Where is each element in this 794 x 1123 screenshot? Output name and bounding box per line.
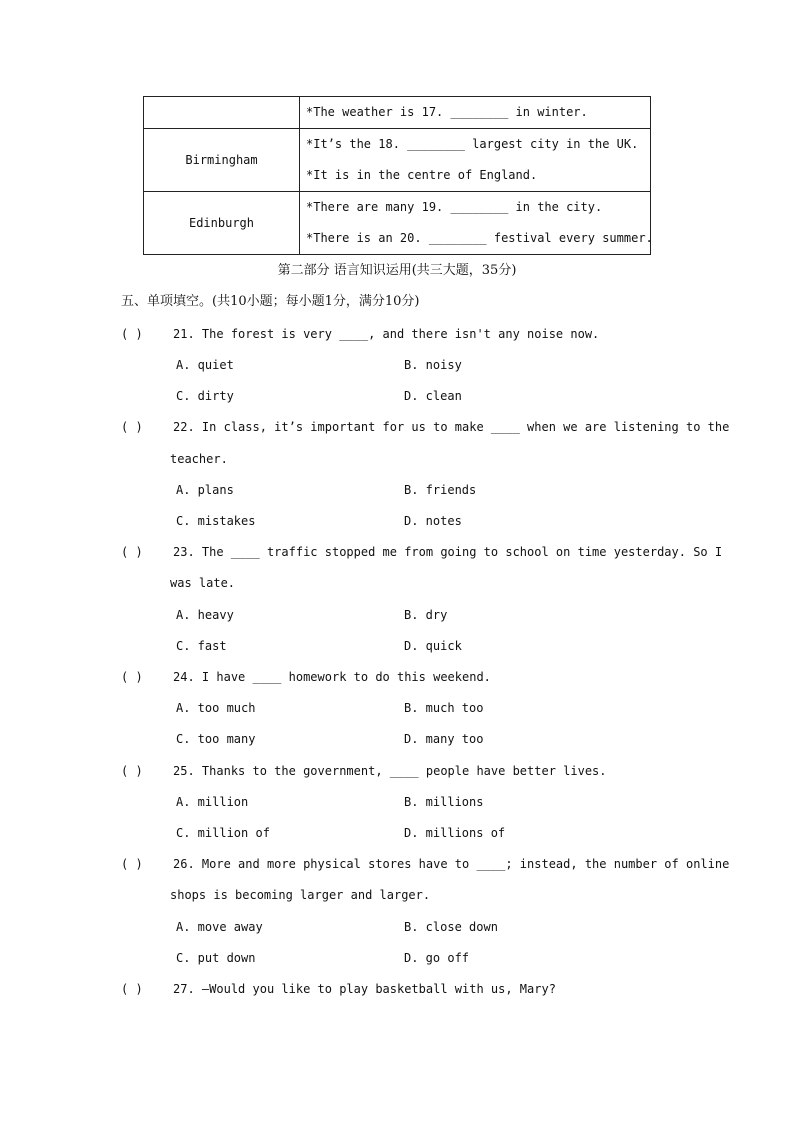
option-d: D. go off bbox=[404, 951, 470, 965]
city-cell: Edinburgh bbox=[144, 192, 300, 255]
option-a: A. plans bbox=[176, 483, 234, 497]
option-b: B. close down bbox=[404, 920, 498, 934]
answer-blank[interactable]: ( ) bbox=[121, 857, 143, 871]
info-line: *The weather is 17. ________ in winter. bbox=[306, 105, 588, 119]
option-d: D. notes bbox=[404, 514, 462, 528]
info-cell bbox=[300, 192, 651, 255]
question-27 bbox=[121, 979, 556, 999]
info-line: *There is an 20. ________ festival every summer. bbox=[306, 231, 653, 245]
question-number: 27. bbox=[173, 982, 195, 996]
option-d: D. quick bbox=[404, 639, 462, 653]
question-number: 25. bbox=[173, 764, 195, 778]
question-text-cont: was late. bbox=[170, 576, 236, 590]
answer-blank[interactable]: ( ) bbox=[121, 545, 143, 559]
question-24 bbox=[121, 667, 491, 687]
table-row bbox=[144, 97, 651, 129]
answer-blank[interactable]: ( ) bbox=[121, 670, 143, 684]
question-number: 26. bbox=[173, 857, 195, 871]
table-row bbox=[144, 192, 651, 255]
question-text: More and more physical stores have to ____; instead, the number of online bbox=[201, 857, 730, 871]
question-text: I have ____ homework to do this weekend. bbox=[201, 670, 491, 684]
option-d: D. millions of bbox=[404, 826, 506, 840]
option-c: C. fast bbox=[176, 639, 227, 653]
question-number: 22. bbox=[173, 420, 195, 434]
option-d: D. many too bbox=[404, 732, 484, 746]
option-c: C. put down bbox=[176, 951, 256, 965]
info-cell bbox=[300, 129, 651, 192]
section-title: 五、单项填空。(共10小题；每小题1分，满分10分) bbox=[121, 294, 420, 309]
table-row bbox=[144, 129, 651, 192]
question-text: The forest is very ____, and there isn't any noise now. bbox=[201, 327, 600, 341]
question-text-cont: teacher. bbox=[170, 452, 228, 466]
question-number: 24. bbox=[173, 670, 195, 684]
answer-blank[interactable]: ( ) bbox=[121, 764, 143, 778]
info-line: *There are many 19. ________ in the city. bbox=[306, 200, 603, 214]
question-21 bbox=[121, 324, 599, 344]
info-table bbox=[143, 96, 651, 255]
option-b: B. friends bbox=[404, 483, 477, 497]
question-number: 23. bbox=[173, 545, 195, 559]
question-number: 21. bbox=[173, 327, 195, 341]
option-c: C. too many bbox=[176, 732, 256, 746]
option-a: A. too much bbox=[176, 701, 256, 715]
city-cell: Birmingham bbox=[144, 129, 300, 192]
question-22 bbox=[121, 417, 729, 437]
question-25 bbox=[121, 761, 607, 781]
option-a: A. million bbox=[176, 795, 249, 809]
info-line: *It is in the centre of England. bbox=[306, 168, 538, 182]
option-b: B. millions bbox=[404, 795, 484, 809]
question-26 bbox=[121, 854, 729, 874]
answer-blank[interactable]: ( ) bbox=[121, 982, 143, 996]
question-text: In class, it’s important for us to make ____ when we are listening to the bbox=[201, 420, 730, 434]
option-c: C. million of bbox=[176, 826, 270, 840]
option-a: A. move away bbox=[176, 920, 263, 934]
question-text: Thanks to the government, ____ people have better lives. bbox=[201, 764, 607, 778]
question-text-cont: shops is becoming larger and larger. bbox=[170, 888, 431, 902]
question-23 bbox=[121, 542, 722, 562]
answer-blank[interactable]: ( ) bbox=[121, 327, 143, 341]
option-b: B. noisy bbox=[404, 358, 462, 372]
option-b: B. dry bbox=[404, 608, 448, 622]
question-text: —Would you like to play basketball with us, Mary? bbox=[201, 982, 556, 996]
part-title: 第二部分 语言知识运用(共三大题，35分) bbox=[277, 263, 517, 278]
answer-blank[interactable]: ( ) bbox=[121, 420, 143, 434]
info-cell bbox=[300, 97, 651, 129]
question-text: The ____ traffic stopped me from going to school on time yesterday. So I bbox=[201, 545, 723, 559]
option-d: D. clean bbox=[404, 389, 462, 403]
city-cell bbox=[144, 97, 300, 129]
option-c: C. dirty bbox=[176, 389, 234, 403]
option-b: B. much too bbox=[404, 701, 484, 715]
option-a: A. heavy bbox=[176, 608, 234, 622]
info-line: *It’s the 18. ________ largest city in the UK. bbox=[306, 137, 639, 151]
option-c: C. mistakes bbox=[176, 514, 256, 528]
option-a: A. quiet bbox=[176, 358, 234, 372]
